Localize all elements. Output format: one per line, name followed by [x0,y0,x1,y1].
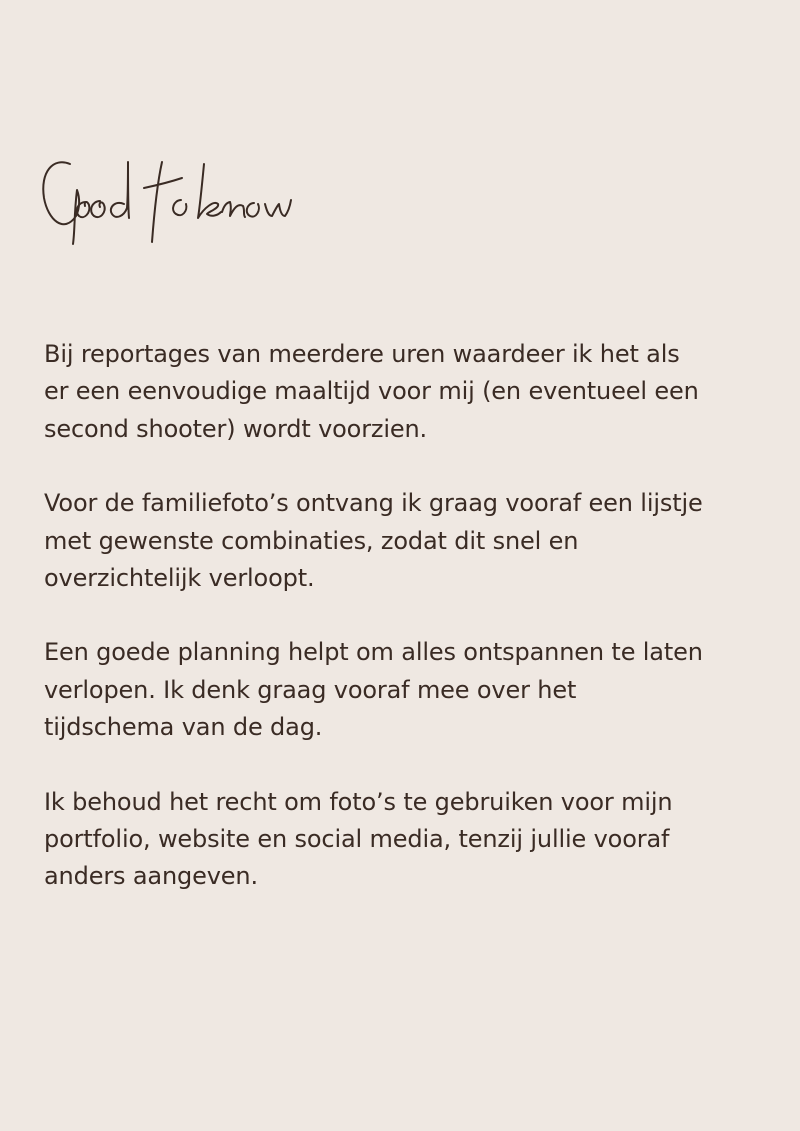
paragraph-planning: Een goede planning helpt om alles ontspannen te laten verlopen. Ik denk graag vooraf mee over het tijdschema van de dag. [44,638,703,742]
content-section [44,336,704,933]
paragraph-photo-rights: Ik behoud het recht om foto’s te gebruiken voor mijn portfolio, website en social media, tenzij jullie vooraf anders aangeven. [44,787,673,891]
paragraph-meal: Bij reportages van meerdere uren waardeer ik het als er een eenvoudige maaltijd voor mij (en eventueel een second shooter) wordt voorzien. [44,340,699,443]
script-title-graphic [40,150,310,260]
page-title [40,150,310,260]
paragraph-family-photos: Voor de familiefoto’s ontvang ik graag vooraf een lijstje met gewenste combinaties, zodat dit snel en overzichtelijk verloopt. [44,489,703,593]
